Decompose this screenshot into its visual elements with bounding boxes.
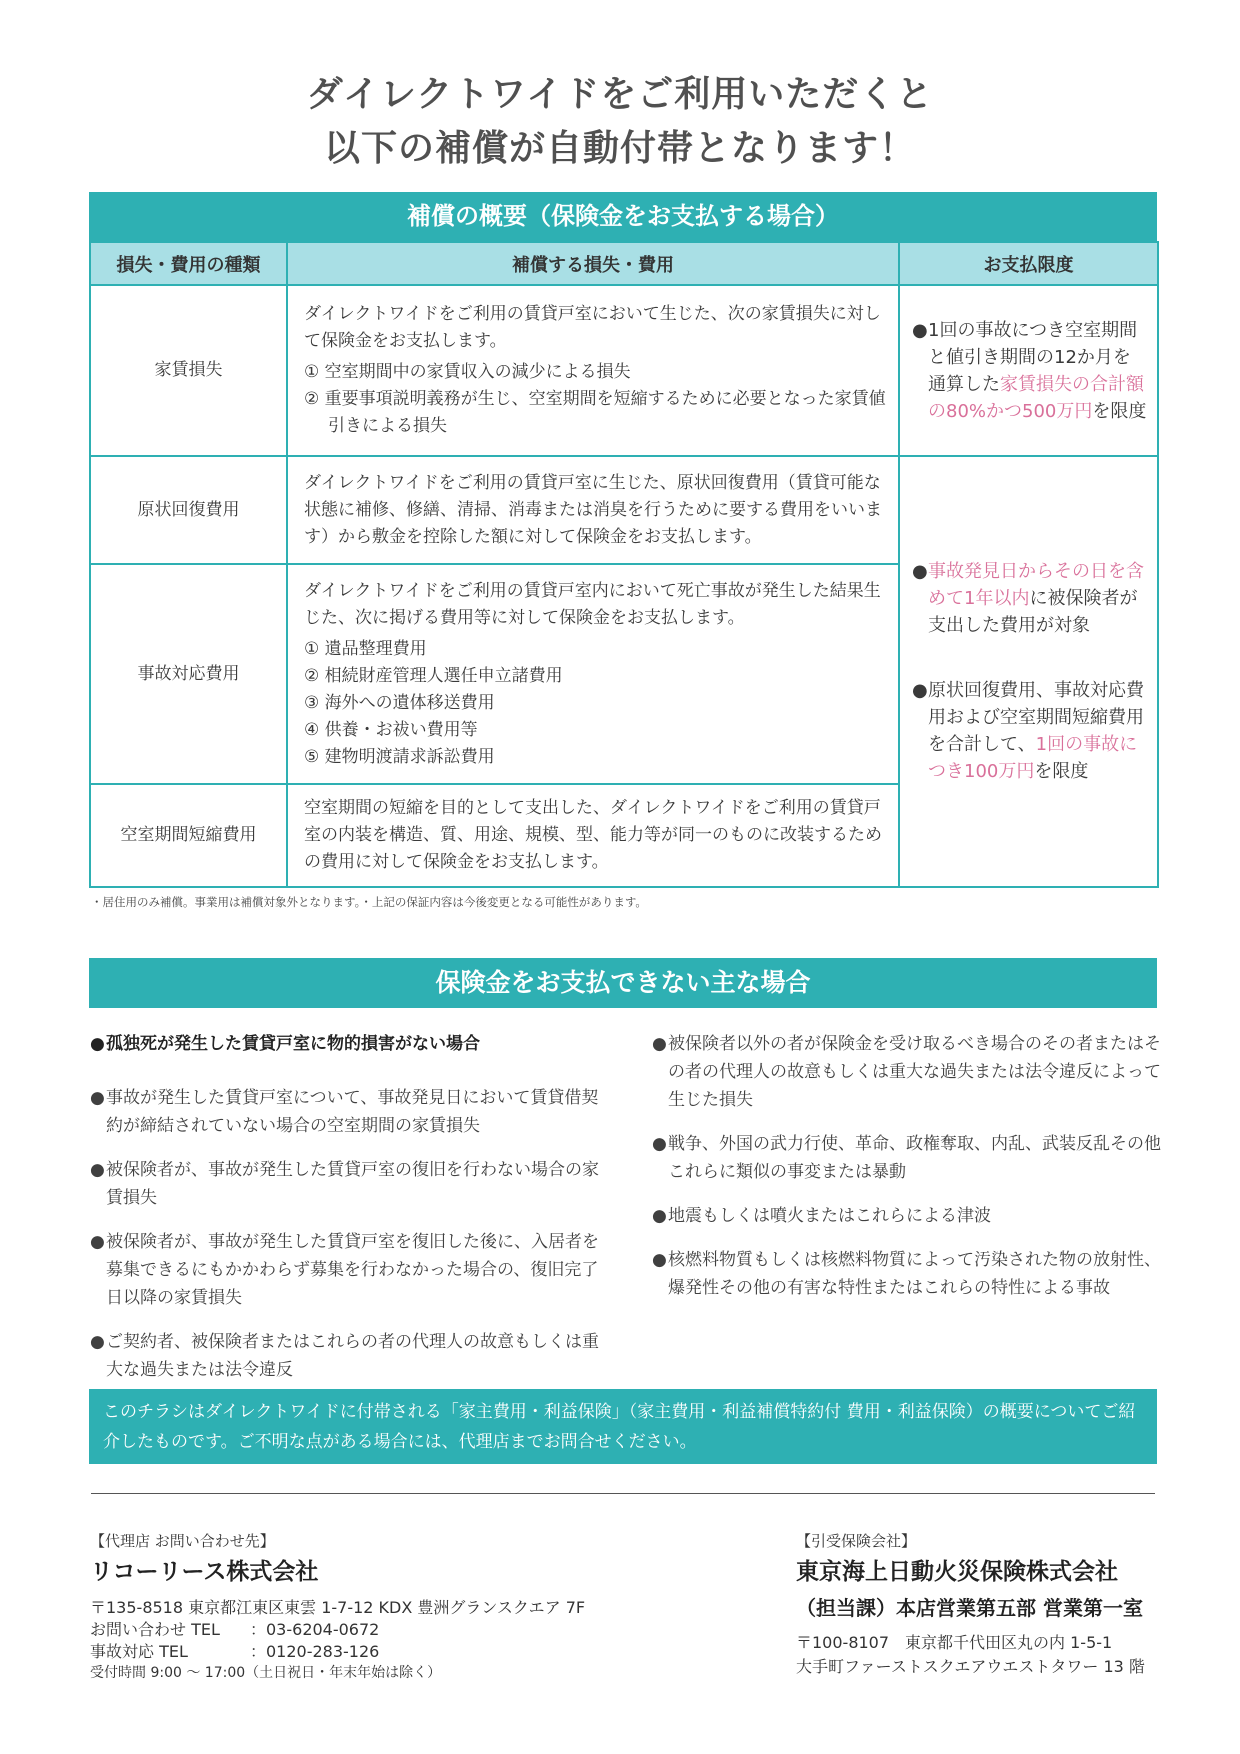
- bullet-icon: ●: [912, 319, 928, 341]
- limit-highlight: 家賃損失の合計額の80%かつ500万円: [928, 373, 1144, 422]
- exclusion-item: ●地震もしくは噴火またはこれらによる津波: [652, 1202, 1162, 1230]
- rent-limit: [899, 285, 1158, 456]
- agent-contact: [90, 1530, 710, 1683]
- row-lead: 空室期間の短縮を目的として支出した、ダイレクトワイドをご利用の賃貸戸室の内装を構造、質、用途、規模、型、能力等が同一のものに改装するための費用に対して保険金をお支払します。: [304, 798, 882, 872]
- exclusion-item: ●核燃料物質もしくは核燃料物質によって汚染された物の放射性、爆発性その他の有害な特性またはこれらの特性による事故: [652, 1246, 1162, 1302]
- row-item: ⑤ 建物明渡請求訴訟費用: [304, 746, 495, 767]
- exclusions-title: 保険金をお支払できない主な場合: [89, 958, 1157, 1008]
- row-description: [287, 285, 899, 456]
- exclusion-item: ●被保険者以外の者が保険金を受け取るべき場合のその者またはその者の代理人の故意もしくは重大な過失または法令違反によって生じた損失: [652, 1030, 1162, 1114]
- row-item: ④ 供養・お祓い費用等: [304, 719, 478, 740]
- header-kind: 損失・費用の種類: [90, 242, 287, 285]
- agent-tel-label: お問い合わせ TEL: [90, 1620, 220, 1639]
- other-limit: [899, 456, 1158, 887]
- agent-accident-row: [90, 1641, 710, 1663]
- header-covered: 補償する損失・費用: [287, 242, 899, 285]
- row-kind: 家賃損失: [90, 285, 287, 456]
- limit-highlight: 1回の事故につき100万円: [928, 734, 1138, 782]
- coverage-table-section: [89, 192, 1157, 888]
- exclusion-item: ●被保険者が、事故が発生した賃貸戸室の復旧を行わない場合の家賃損失: [90, 1156, 610, 1212]
- row-kind: 事故対応費用: [90, 564, 287, 784]
- row-item: ① 遺品整理費用: [304, 638, 427, 659]
- exclusion-item: ●戦争、外国の武力行使、革命、政権奪取、内乱、武装反乱その他これらに類似の事変または暴動: [652, 1130, 1162, 1186]
- info-banner: このチラシはダイレクトワイドに付帯される「家主費用・利益保険」（家主費用・利益補償特約付 費用・利益保険）の概要についてご紹介したものです。ご不明な点がある場合には、代理店までお問合せください。: [89, 1389, 1157, 1464]
- row-kind: 原状回復費用: [90, 456, 287, 564]
- exclusion-item: ●ご契約者、被保険者またはこれらの者の代理人の故意もしくは重大な過失または法令違反: [90, 1328, 610, 1384]
- insurer-contact: [796, 1530, 1166, 1679]
- bullet-icon: ●: [90, 1332, 105, 1352]
- coverage-header-row: [90, 242, 1158, 285]
- headline-line-2: 以下の補償が自動付帯となります！: [323, 128, 916, 169]
- insurer-dept: （担当課）本店営業第五部 営業第一室: [796, 1596, 1143, 1620]
- insurer-address-2: 大手町ファーストスクエアウエストタワー 13 階: [796, 1657, 1145, 1676]
- row-item: ③ 海外への遺体移送費用: [304, 692, 495, 713]
- limit-bullet: ●事故発見日からその日を含めて1年以内に被保険者が支出した費用が対象: [912, 558, 1147, 639]
- agent-hours: 受付時間 9:00 ～ 17:00（土日祝日・年末年始は除く）: [90, 1665, 442, 1681]
- agent-tel[interactable]: ：03-6204-0672: [250, 1620, 380, 1639]
- bullet-icon: ●: [912, 561, 928, 582]
- exclusions-right-column: [652, 1030, 1162, 1318]
- header-limit: お支払限度: [899, 242, 1158, 285]
- row-description: [287, 456, 899, 564]
- row-kind: 空室期間短縮費用: [90, 784, 287, 887]
- coverage-note: ・居住用のみ補償。事業用は補償対象外となります。・上記の保証内容は今後変更となる可能性があります。: [91, 895, 647, 909]
- exclusion-item: ●事故が発生した賃貸戸室について、事故発見日において賃貸借契約が締結されていない場合の空室期間の家賃損失: [90, 1084, 610, 1140]
- exclusion-item: ●孤独死が発生した賃貸戸室に物的損害がない場合: [90, 1030, 610, 1058]
- bullet-icon: ●: [652, 1034, 667, 1054]
- agent-accident-tel[interactable]: ：0120-283-126: [250, 1642, 380, 1661]
- row-description: [287, 784, 899, 887]
- bullet-icon: ●: [912, 680, 928, 701]
- row-lead: ダイレクトワイドをご利用の賃貸戸室内において死亡事故が発生した結果生じた、次に掲げる費用等に対して保険金をお支払します。: [304, 580, 881, 628]
- bullet-icon: ●: [652, 1134, 667, 1154]
- bullet-icon: ●: [90, 1232, 105, 1252]
- row-lead: ダイレクトワイドをご利用の賃貸戸室において生じた、次の家賃損失に対して保険金をお支払します。: [304, 304, 881, 351]
- agent-company: リコーリース株式会社: [90, 1559, 319, 1585]
- agent-accident-label: 事故対応 TEL: [90, 1642, 188, 1661]
- insurer-company: 東京海上日動火災保険株式会社: [796, 1559, 1118, 1585]
- agent-address: 〒135-8518 東京都江東区東雲 1-7-12 KDX 豊洲グランスクエア 7F: [90, 1598, 586, 1617]
- row-lead: ダイレクトワイドをご利用の賃貸戸室に生じた、原状回復費用（賃貸可能な状態に補修、修繕、清掃、消毒または消臭を行うために要する費用をいいます）から敷金を控除した額に対して保険金をお支払します。: [304, 472, 882, 547]
- exclusions-left-column: [90, 1030, 610, 1400]
- headline: [0, 68, 1240, 176]
- agent-label: 【代理店 お問い合わせ先】: [90, 1532, 275, 1550]
- coverage-table: [89, 241, 1159, 888]
- bullet-icon: ●: [90, 1160, 105, 1180]
- row-item: ① 空室期間中の家賃収入の減少による損失: [304, 362, 631, 382]
- table-row: [90, 456, 1158, 564]
- headline-line-1: ダイレクトワイドをご利用いただくと: [306, 74, 934, 115]
- insurer-label: 【引受保険会社】: [796, 1532, 917, 1550]
- agent-tel-row: [90, 1619, 710, 1641]
- row-item: ② 相続財産管理人選任申立諸費用: [304, 665, 563, 686]
- bullet-icon: ●: [90, 1088, 105, 1108]
- exclusion-item: ●被保険者が、事故が発生した賃貸戸室を復旧した後に、入居者を募集できるにもかかわらず募集を行わなかった場合の、復旧完了日以降の家賃損失: [90, 1228, 610, 1312]
- row-item: ② 重要事項説明義務が生じ、空室期間を短縮するために必要となった家賃値引きによる損失: [304, 389, 886, 436]
- limit-bullet: ●1回の事故につき空室期間と値引き期間の12か月を通算した家賃損失の合計額の80%かつ500万円を限度: [912, 317, 1147, 425]
- row-description: [287, 564, 899, 784]
- limit-bullet: ●原状回復費用、事故対応費用および空室期間短縮費用を合計して、1回の事故につき100万円を限度: [912, 677, 1147, 785]
- bullet-icon: ●: [90, 1034, 105, 1054]
- coverage-title: 補償の概要（保険金をお支払する場合）: [89, 192, 1157, 241]
- bullet-icon: ●: [652, 1250, 667, 1270]
- bullet-icon: ●: [652, 1206, 667, 1226]
- insurer-address-1: 〒100-8107 東京都千代田区丸の内 1-5-1: [796, 1633, 1113, 1652]
- limit-highlight: 事故発見日からその日を含めて1年以内: [928, 561, 1144, 609]
- divider: [91, 1493, 1155, 1494]
- table-row: [90, 285, 1158, 456]
